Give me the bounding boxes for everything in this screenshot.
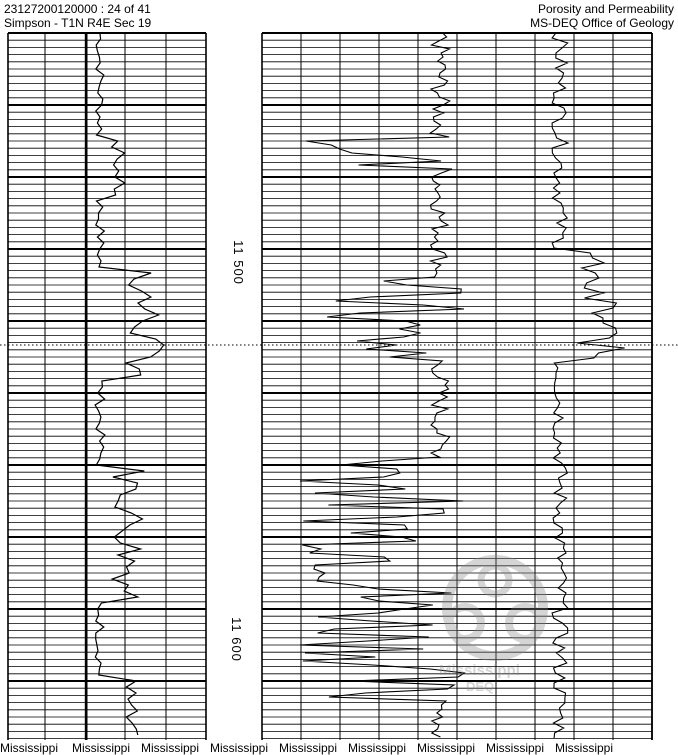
footer-label: Mississippi — [486, 741, 545, 755]
footer-label: Mississippi — [555, 741, 614, 755]
left-track-curve — [95, 33, 164, 735]
depth-marker-11500: 11 500 — [230, 240, 246, 285]
watermark-text-state: Mississippi — [439, 662, 520, 679]
depth-marker-11600: 11 600 — [228, 617, 244, 662]
footer-label: Mississippi — [348, 741, 407, 755]
well-id-label: 23127200120000 : 24 of 41 — [4, 2, 151, 16]
footer-label: Mississippi — [141, 741, 200, 755]
left-log-track — [8, 33, 206, 740]
source-agency-label: MS-DEQ Office of Geology — [530, 16, 674, 30]
footer-label: Mississippi — [0, 741, 59, 755]
footer-label: Mississippi — [417, 741, 476, 755]
footer-label: Mississippi — [210, 741, 269, 755]
well-location-label: Simpson - T1N R4E Sec 19 — [4, 16, 152, 30]
footer-label: Mississippi — [72, 741, 131, 755]
mdeq-watermark — [420, 548, 570, 698]
log-type-label: Porosity and Permeability — [537, 2, 674, 16]
watermark-logo-icon — [420, 548, 570, 668]
footer-label: Mississippi — [279, 741, 338, 755]
watermark-text-agency: DEQ — [466, 679, 495, 694]
